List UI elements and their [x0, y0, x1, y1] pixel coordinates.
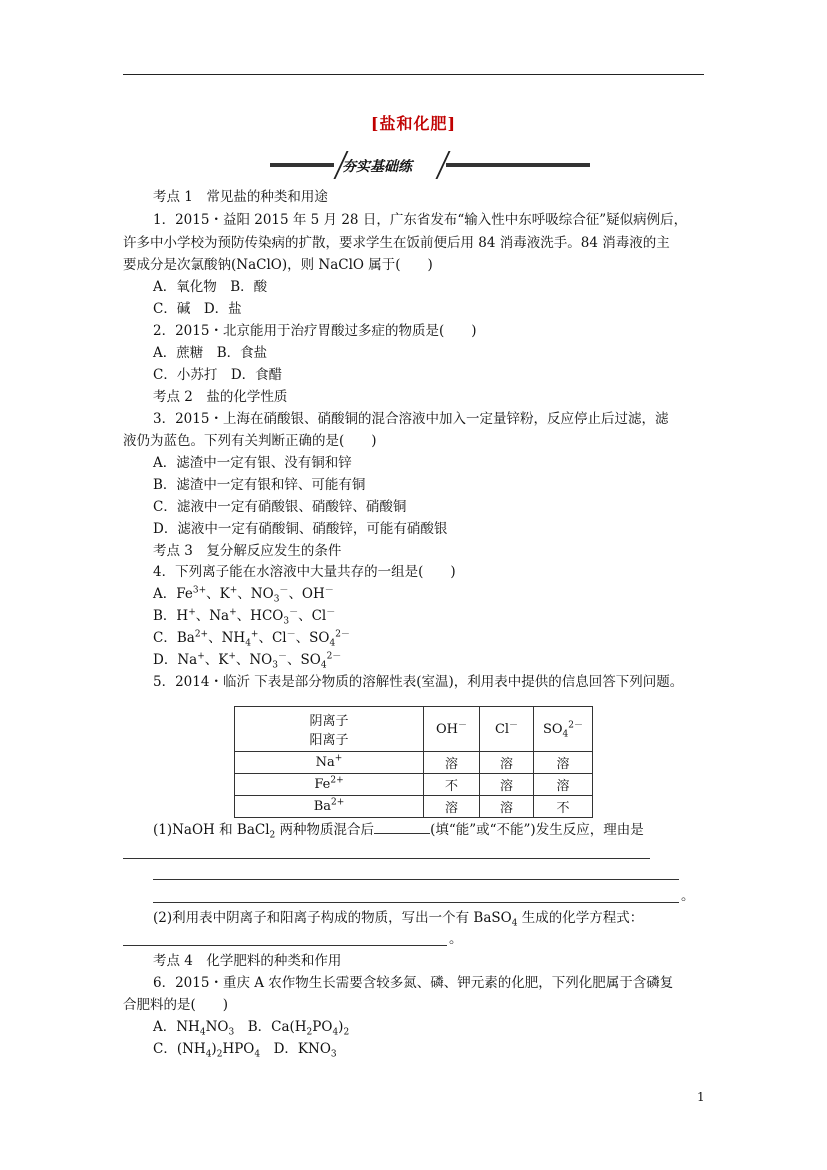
answer-blank-line-4[interactable] [123, 933, 447, 946]
row-header-fe: $Fe^{2+}$ [235, 774, 424, 796]
table-cell: 溶 [480, 752, 534, 774]
question-3-line-1: 3．2015・上海在硝酸银、硝酸铜的混合溶液中加入一定量锌粉，反应停止后过滤，滤 [153, 411, 669, 427]
question-5-intro: 5．2014・临沂 下表是部分物质的溶解性表(室温)，利用表中提供的信息回答下列问题。 [153, 674, 684, 690]
table-cell: 不 [424, 774, 480, 796]
question-6-options-cd: C．$(NH_4)_2HPO_4$ D．$KNO_3$ [153, 1041, 337, 1060]
question-1-line-2: 许多中小学校为预防传染病的扩散，要求学生在饭前便后用 84 消毒液洗手。84 消毒液的主 [123, 235, 670, 251]
question-1-options-ab: A．氧化物 B．酸 [153, 279, 268, 295]
table-row [235, 774, 593, 796]
section-heading-2: 考点 2 盐的化学性质 [153, 389, 288, 405]
question-3-option-a: A．滤渣中一定有银、没有铜和锌 [153, 455, 352, 471]
table-cell: 不 [534, 796, 593, 818]
question-4-option-c: C．$Ba^{2+}$、$NH_4^+$、Cl－、$SO_4^{2-}$ [153, 629, 350, 649]
table-cell: 溶 [534, 752, 593, 774]
section-heading-4: 考点 4 化学肥料的种类和作用 [153, 953, 342, 969]
banner-text: 夯实基础练 [342, 159, 412, 175]
table-cell: 溶 [480, 774, 534, 796]
answer-blank[interactable] [374, 821, 430, 834]
answer-blank-line-1[interactable] [123, 846, 650, 859]
question-3-option-b: B．滤渣中一定有银和锌、可能有铜 [153, 477, 366, 493]
solubility-table [234, 706, 593, 818]
answer-blank-line-2[interactable] [153, 867, 679, 880]
question-3-option-d: D．滤液中一定有硝酸铜、硝酸锌，可能有硝酸银 [153, 521, 448, 537]
question-5-part-1: (1)NaOH 和 BaCl$_2$ 两种物质混合后 (填“能”或“不能”)发生反应，理由是 [153, 822, 644, 841]
page-number: 1 [697, 1090, 705, 1104]
question-5-part-2: (2)利用表中阴离子和阳离子构成的物质，写出一个有 BaSO$_4$ 生成的化学方程式： [153, 910, 644, 929]
table-cell: 溶 [534, 774, 593, 796]
question-6-line-2: 合肥料的是( ) [123, 997, 229, 1013]
question-6-line-1: 6．2015・重庆 A 农作物生长需要含较多氮、磷、钾元素的化肥，下列化肥属于含磷复 [153, 975, 674, 991]
question-1-line-1: 1．2015・益阳 2015 年 5 月 28 日，广东省发布“输入性中东呼吸综合征”疑似病例后， [153, 212, 688, 228]
question-4-option-b: B．H+、Na+、$HCO_3^-$、Cl－ [153, 607, 336, 627]
row-header-ba: $Ba^{2+}$ [235, 796, 424, 818]
banner-bar-right [446, 163, 590, 167]
question-1-options-cd: C．碱 D．盐 [153, 301, 242, 317]
question-4: 4．下列离子能在水溶液中大量共存的一组是( ) [153, 564, 456, 580]
period-mark: 。 [681, 888, 695, 904]
answer-blank-line-3[interactable] [153, 890, 679, 903]
question-4-option-a: A．$Fe^{3+}$、K+、$NO_3^-$、OH－ [153, 585, 334, 605]
cation-header: 阳离子 [309, 733, 349, 748]
anion-header: 阴离子 [309, 714, 349, 729]
question-4-option-d: D．Na+、K+、$NO_3^-$、$SO_4^{2-}$ [153, 651, 342, 671]
col-header-cl: Cl－ [480, 707, 534, 752]
section-heading-1: 考点 1 常见盐的种类和用途 [153, 189, 328, 205]
table-corner-header [235, 707, 424, 752]
banner-bar-left [270, 163, 334, 167]
table-row [235, 796, 593, 818]
question-2-options-cd: C．小苏打 D．食醋 [153, 367, 283, 383]
question-6-options-ab: A．$NH_4NO_3$ B．$Ca(H_2PO_4)_2$ [153, 1019, 350, 1038]
question-3-line-2: 液仍为蓝色。下列有关判断正确的是( ) [123, 433, 377, 449]
col-header-oh: OH－ [424, 707, 480, 752]
table-cell: 溶 [424, 796, 480, 818]
col-header-so4: $SO_4^{2-}$ [534, 707, 593, 752]
question-1-line-3: 要成分是次氯酸钠(NaClO)，则 NaClO 属于( ) [123, 257, 433, 273]
row-header-na: Na+ [235, 752, 424, 774]
section-heading-3: 考点 3 复分解反应发生的条件 [153, 543, 342, 559]
question-2-options-ab: A．蔗糖 B．食盐 [153, 345, 268, 361]
table-cell: 溶 [480, 796, 534, 818]
table-row [235, 752, 593, 774]
header-rule [123, 74, 704, 75]
section-banner [270, 151, 590, 181]
period-mark-2: 。 [449, 931, 463, 947]
question-3-option-c: C．滤液中一定有硝酸银、硝酸锌、硝酸铜 [153, 499, 407, 515]
question-2: 2．2015・北京能用于治疗胃酸过多症的物质是( ) [153, 323, 477, 339]
page-title: [盐和化肥] [370, 114, 457, 133]
table-cell: 溶 [424, 752, 480, 774]
